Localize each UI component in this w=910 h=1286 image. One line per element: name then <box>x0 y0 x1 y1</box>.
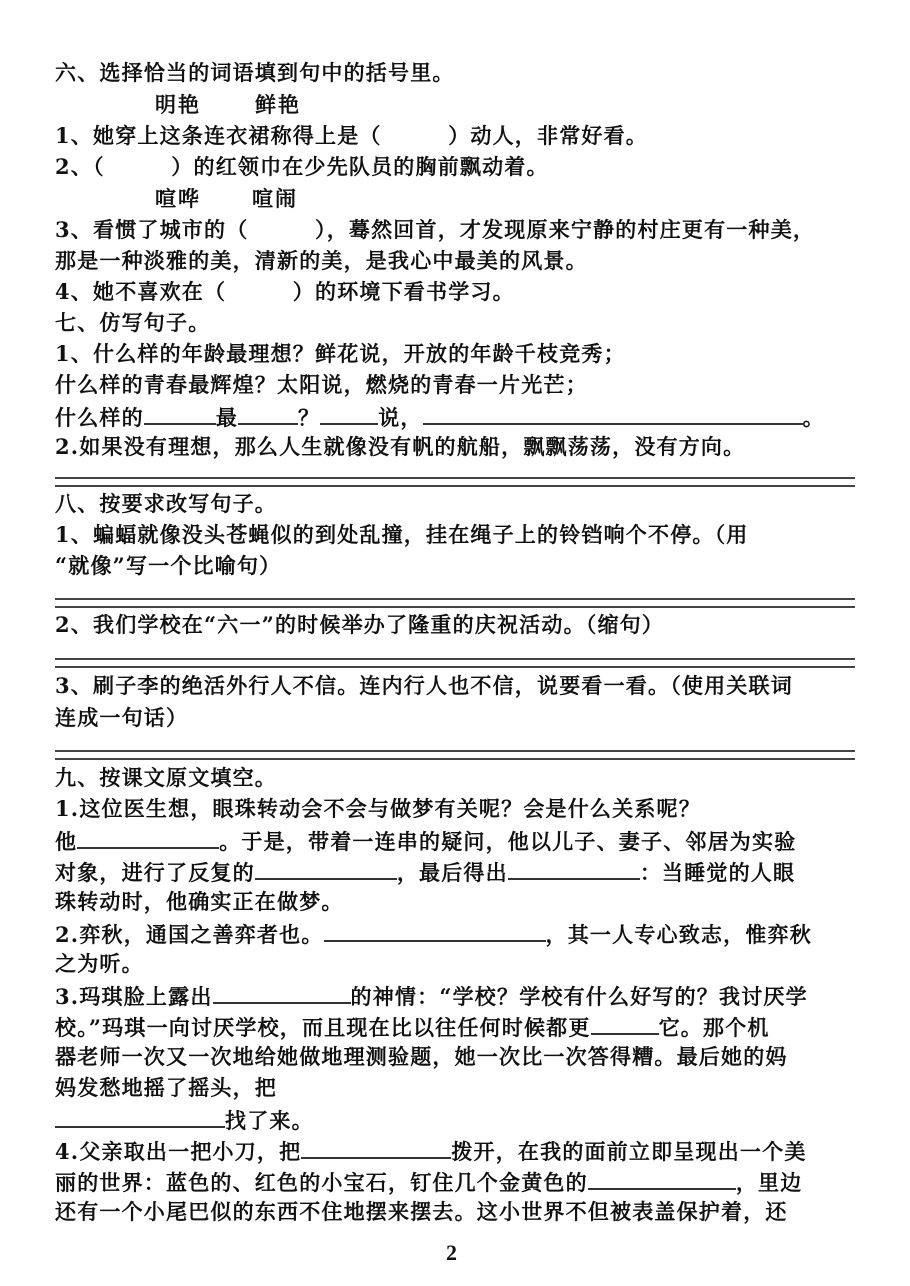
answer-blank[interactable] <box>591 1011 659 1035</box>
question-text: 1.这位医生想，眼珠转动会不会与做梦有关呢？会是什么关系呢？ <box>55 796 701 821</box>
section9-title: 九、按课文原文填空。 <box>55 765 277 790</box>
option-word: 明艳 <box>155 92 201 117</box>
answer-line[interactable] <box>55 477 855 487</box>
fill-line: 丽的世界：蓝色的、红色的小宝石，钉住几个金黄色的 ，里边 <box>55 1166 865 1198</box>
page-number: 2 <box>446 1240 457 1265</box>
question-text: 2、我们学校在“六一”的时候举办了隆重的庆祝活动。（缩句） <box>55 612 665 637</box>
option-word: 鲜艳 <box>255 92 301 117</box>
answer-blank[interactable] <box>77 825 219 849</box>
fill-line: 2.弈秋，通国之善弈者也。 ，其一人专心致志，惟弈秋 <box>55 918 865 950</box>
option-word: 喧闹 <box>252 186 298 211</box>
question-text: 3、刷子李的绝活外行人不信。连内行人也不信，说要看一看。（使用关联词 <box>55 673 793 698</box>
answer-blank[interactable] <box>55 1104 225 1128</box>
question-text: 连成一句话） <box>55 705 189 730</box>
answer-blank[interactable] <box>320 401 378 425</box>
question-text: 之为听。 <box>55 951 144 976</box>
imitation-line: 什么样的 最 ？ 说， 。 <box>55 401 865 433</box>
question-text: 3、看惯了城市的（ ），蓦然回首，才发现原来宁静的村庄更有一种美， <box>55 217 816 242</box>
fill-line: 4.父亲取出一把小刀，把 拨开，在我的面前立即呈现出一个美 <box>55 1135 865 1167</box>
answer-blank[interactable] <box>508 856 640 880</box>
question-text: 1、她穿上这条连衣裙称得上是（ ）动人，非常好看。 <box>55 123 649 148</box>
question-text: 4、她不喜欢在（ ）的环境下看书学习。 <box>55 279 515 304</box>
fill-line: 他 。于是，带着一连串的疑问，他以儿子、妻子、邻居为实验 <box>55 825 865 857</box>
fill-line: 找了来。 <box>55 1104 865 1136</box>
question-text: 还有一个小尾巴似的东西不住地摆来摆去。这小世界不但被表盖保护着，还 <box>55 1199 788 1224</box>
answer-blank[interactable] <box>144 401 216 425</box>
question-text: 器老师一次又一次地给她做地理测验题，她一次比一次答得糟。最后她的妈 <box>55 1044 788 1069</box>
fill-line: 校。”玛琪一向讨厌学校，而且现在比以往任何时候都更 它。那个机 <box>55 1011 865 1043</box>
answer-blank[interactable] <box>301 1135 451 1159</box>
fill-line: 3.玛琪脸上露出 的神情：“学校？学校有什么好写的？我讨厌学 <box>55 980 865 1012</box>
answer-blank[interactable] <box>588 1166 736 1190</box>
answer-blank[interactable] <box>423 401 803 425</box>
question-text: 什么样的青春最辉煌？太阳说，燃烧的青春一片光芒； <box>55 372 588 397</box>
question-text: 2.如果没有理想，那么人生就像没有帆的航船，飘飘荡荡，没有方向。 <box>55 434 746 459</box>
answer-blank[interactable] <box>324 918 546 942</box>
section6-title: 六、选择恰当的词语填到句中的括号里。 <box>55 60 455 85</box>
answer-line[interactable] <box>55 750 855 760</box>
fill-line: 对象，进行了反复的 ，最后得出 ：当睡觉的人眼 <box>55 856 865 888</box>
question-text: 1、什么样的年龄最理想？鲜花说，开放的年龄千枝竞秀； <box>55 341 626 366</box>
option-word: 喧哗 <box>155 186 201 211</box>
answer-blank[interactable] <box>238 401 298 425</box>
answer-blank[interactable] <box>213 980 351 1004</box>
answer-blank[interactable] <box>255 856 397 880</box>
question-text: 那是一种淡雅的美，清新的美，是我心中最美的风景。 <box>55 248 588 273</box>
section8-title: 八、按要求改写句子。 <box>55 491 277 516</box>
answer-line[interactable] <box>55 598 855 608</box>
question-text: 2、（ ）的红领巾在少先队员的胸前飘动着。 <box>55 154 549 179</box>
question-text: “就像”写一个比喻句） <box>55 553 282 578</box>
answer-line[interactable] <box>55 658 855 668</box>
question-text: 珠转动时，他确实正在做梦。 <box>55 889 344 914</box>
question-text: 妈发愁地摇了摇头，把 <box>55 1075 277 1100</box>
question-text: 1、蝙蝠就像没头苍蝇似的到处乱撞，挂在绳子上的铃铛响个不停。（用 <box>55 522 749 547</box>
section7-title: 七、仿写句子。 <box>55 310 211 335</box>
